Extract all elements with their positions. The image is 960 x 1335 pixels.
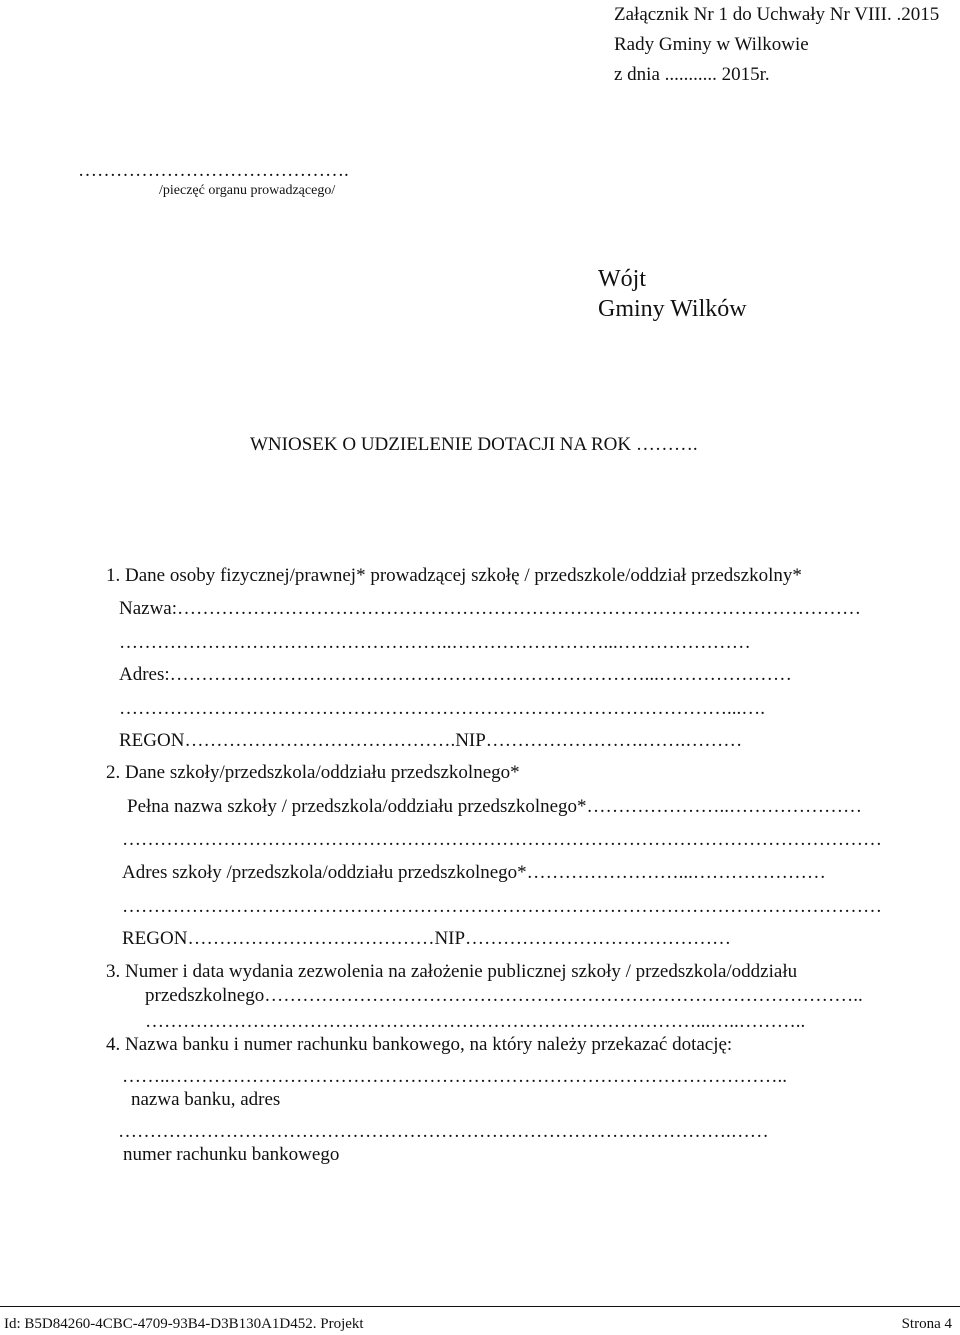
account-number-field: …………………………………………………………………………………….…… <box>118 1121 769 1142</box>
section2-full-name-field: Pełna nazwa szkoły / przedszkola/oddziału przedszkolnego*…………………..………………… <box>127 796 863 817</box>
council-name: Rady Gminy w Wilkowie <box>614 34 809 55</box>
footer-divider <box>0 1306 960 1307</box>
section3-text-line3: ……………………………………………………………………………...…..……….. <box>145 1011 806 1032</box>
section1-heading: 1. Dane osoby fizycznej/prawnej* prowadzącej szkołę / przedszkole/oddział przedszkolny* <box>106 565 802 586</box>
section2-address-field-line2: ………………………………………………………………………………………………………… <box>122 896 882 917</box>
section2-full-name-field-line2: ………………………………………………………………………………………………………… <box>122 829 882 850</box>
document-id: Id: B5D84260-4CBC-4709-93B4-D3B130A1D452. Projekt <box>4 1316 364 1332</box>
document-title: WNIOSEK O UDZIELENIE DOTACJI NA ROK ………. <box>250 434 698 455</box>
section2-regon-nip: REGON…………………………………NIP…………………………………… <box>122 928 732 949</box>
section1-address-field-line2: ……………………………………………………………………………………...…. <box>119 698 765 719</box>
resolution-date: z dnia ........... 2015r. <box>614 64 770 85</box>
section1-address-field: Adres:…………………………………………………………………...………………… <box>119 664 792 685</box>
stamp-label: /pieczęć organu prowadzącego/ <box>159 183 336 198</box>
bank-name-label: nazwa banku, adres <box>131 1089 281 1110</box>
attachment-header: Załącznik Nr 1 do Uchwały Nr VIII. .2015 <box>614 4 940 25</box>
page-number: Strona 4 <box>901 1316 952 1332</box>
section2-address-field: Adres szkoły /przedszkola/oddziału przedszkolnego*……………………...………………… <box>122 862 826 883</box>
account-number-label: numer rachunku bankowego <box>123 1144 340 1165</box>
section1-regon-nip: REGON…………………………………….NIP…………………….…….……… <box>119 730 743 751</box>
section1-name-field: Nazwa:……………………………………………………………………………………………… <box>119 598 862 619</box>
addressee-title: Wójt <box>598 266 646 292</box>
bank-name-field: ……..…………………………………………………………………………………….. <box>122 1066 787 1087</box>
section1-name-field-line2: ……………………………………………..……………………...………………… <box>119 632 751 653</box>
section3-text-line2: przedszkolnego………………………………………………………………………………….. <box>145 985 863 1006</box>
stamp-dots: ……………………………………. <box>78 160 349 181</box>
addressee-office: Gminy Wilków <box>598 296 747 322</box>
section2-heading: 2. Dane szkoły/przedszkola/oddziału przedszkolnego* <box>106 762 520 783</box>
section3-text: 3. Numer i data wydania zezwolenia na założenie publicznej szkoły / przedszkola/oddziału <box>106 961 798 982</box>
section4-heading: 4. Nazwa banku i numer rachunku bankowego, na który należy przekazać dotację: <box>106 1034 733 1055</box>
